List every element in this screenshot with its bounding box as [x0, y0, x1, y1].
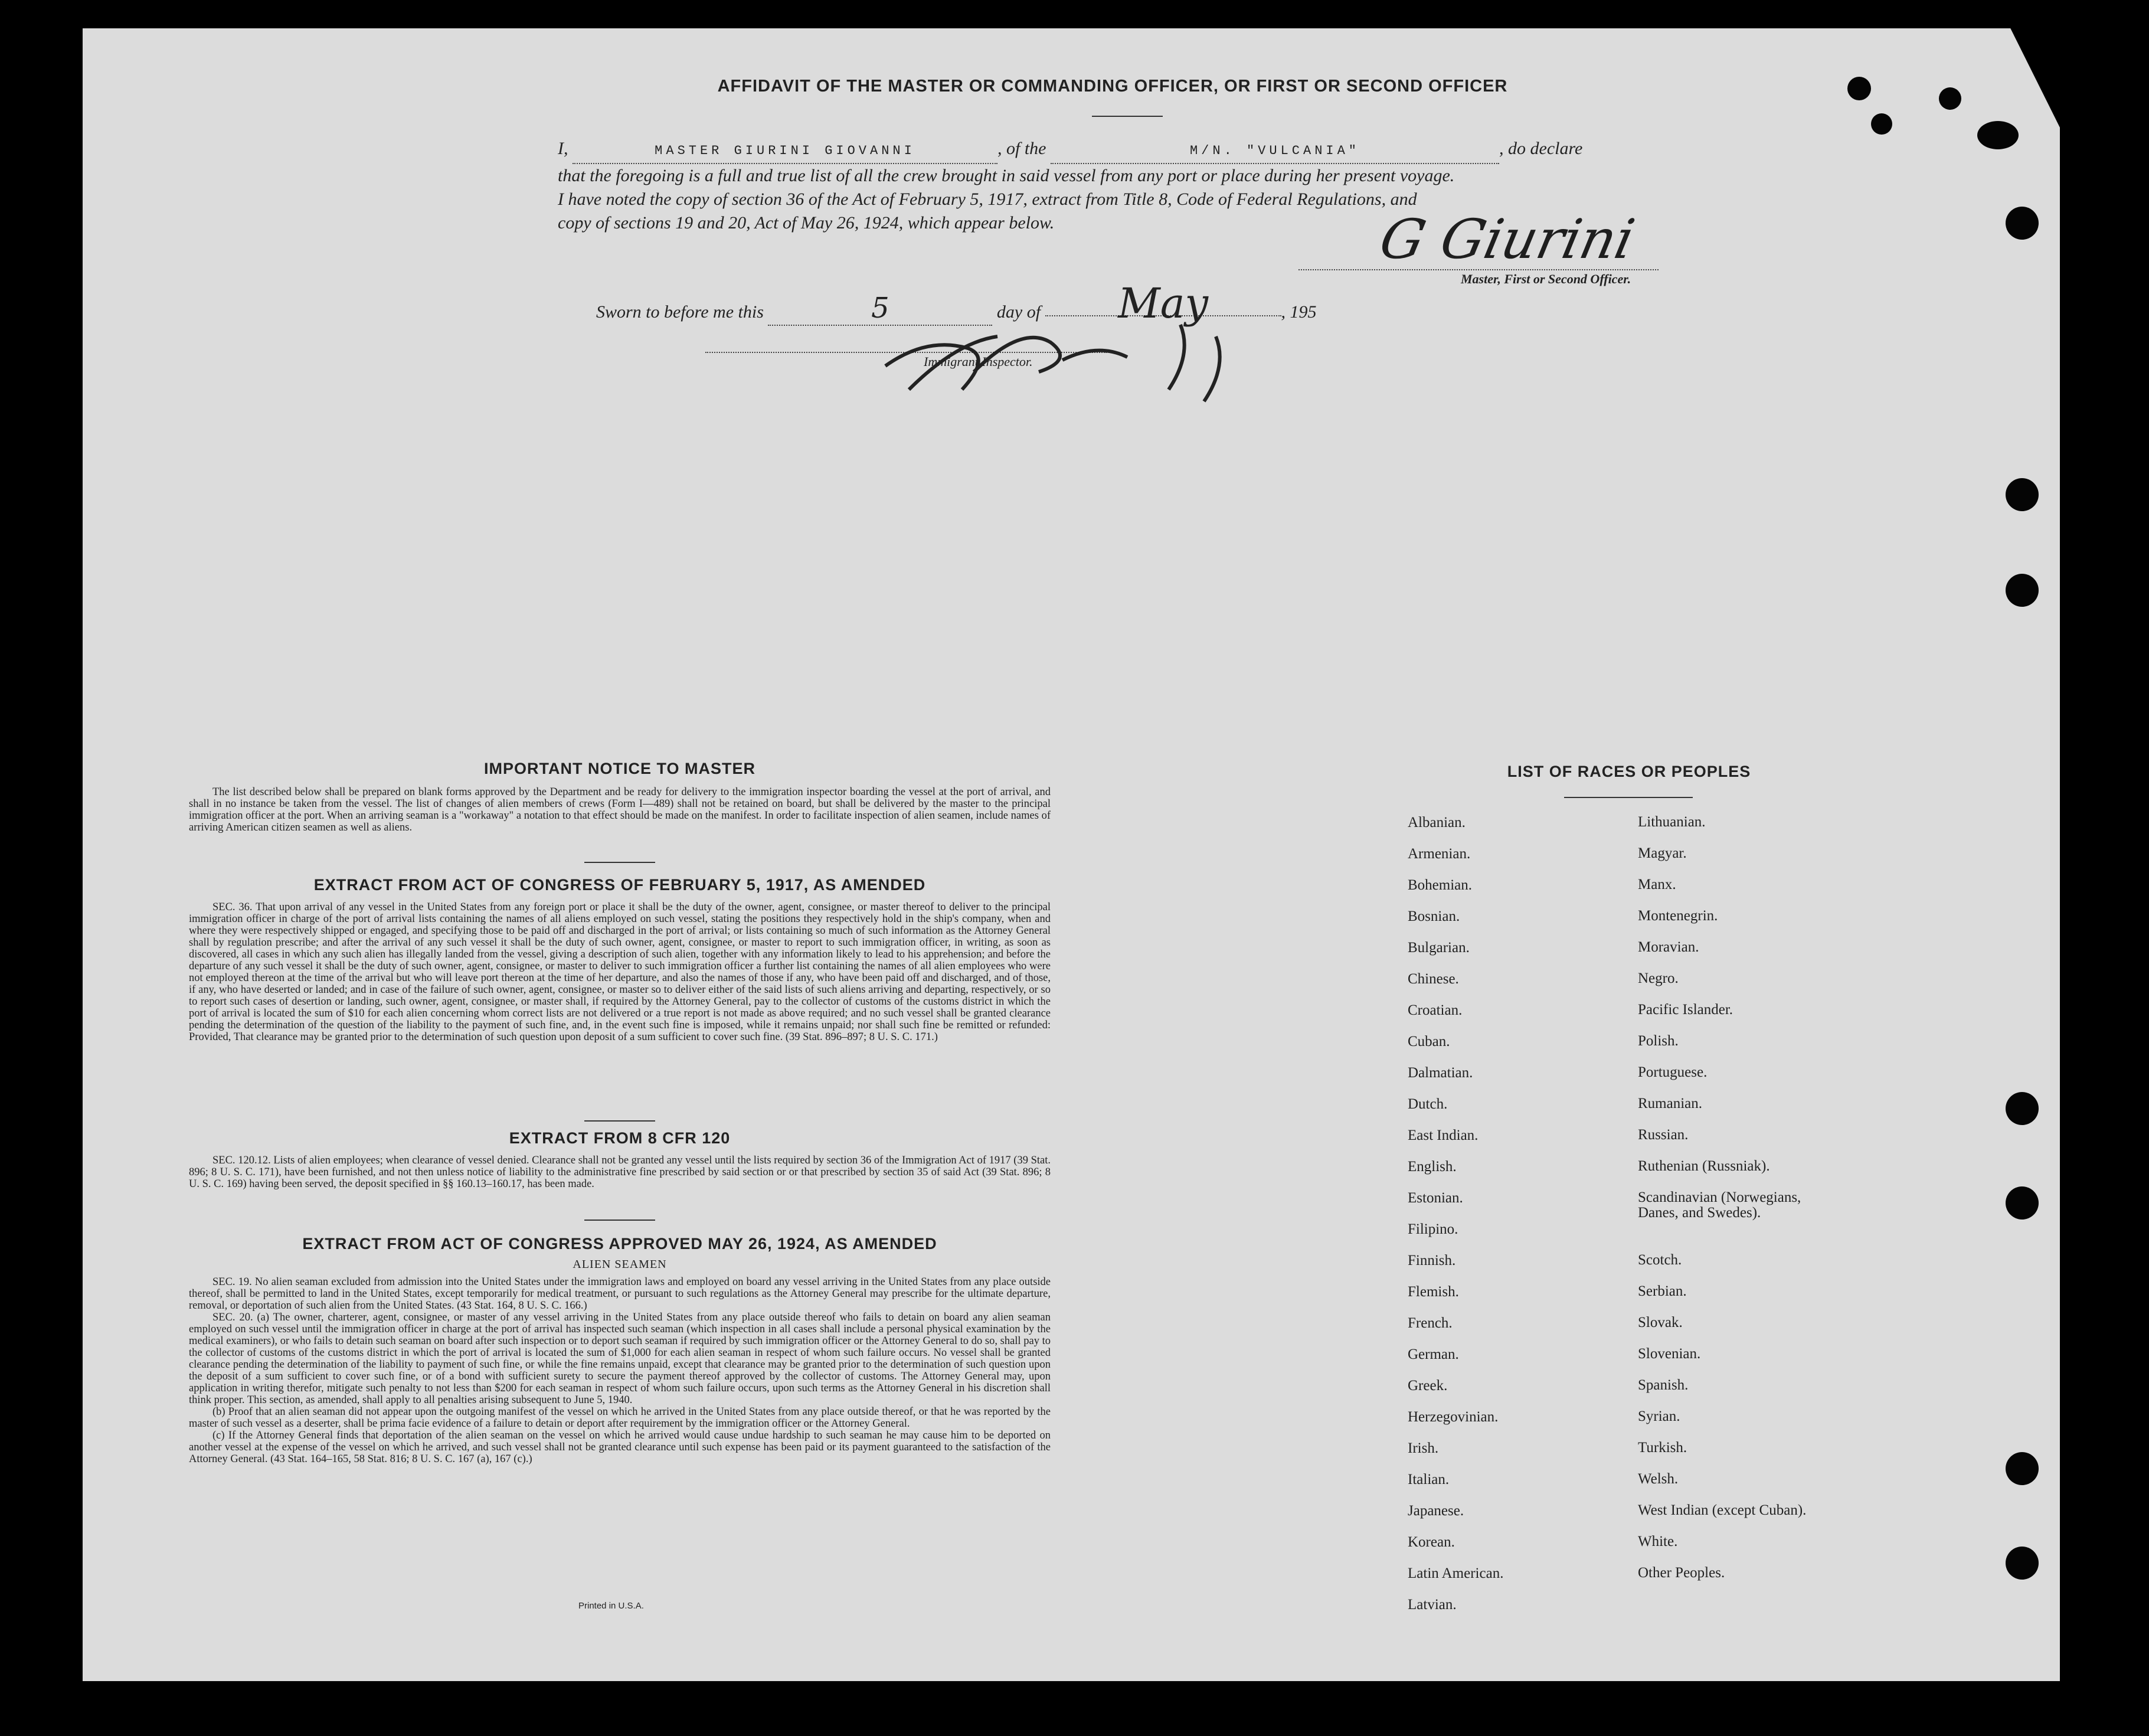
affidavit-heading: AFFIDAVIT OF THE MASTER OR COMMANDING OFFICER, OR FIRST OR SECOND OFFICER: [717, 77, 1508, 96]
race-item: Ruthenian (Russniak).: [1638, 1158, 1770, 1174]
race-item: Croatian.: [1408, 1002, 1463, 1018]
race-item: Korean.: [1408, 1534, 1455, 1550]
notice-section: [189, 760, 1051, 833]
divider: [584, 1120, 655, 1122]
race-item: Armenian.: [1408, 846, 1471, 862]
extract-cfr-body: SEC. 120.12. Lists of alien employees; when clearance of vessel denied. Clearance shall not be granted any vessel until the lists required by section 36 of the Immigration Act of 1917 (39 Stat. 896; 8 U. S. C. 171), have been furnished, and not then unless notice of liability to the administrative fine prescribed by said section or or that prescribed by section 35 of said Act (39 Stat. 896; 8 U. S. C. 169) having been served, the deposit specified in §§ 160.13–160.17, has been made.: [189, 1155, 1051, 1190]
extract-1917-body: SEC. 36. That upon arrival of any vessel in the United States from any foreign port or place it shall be the duty of the owner, agent, consignee, or master thereof to deliver to the principal immigration officer in charge of the port of arrival lists containing the names of all aliens employed on such vessel, stating the positions they respectively hold in the ship's company, when and where they were respectively shipped or engaged, and specifying those to be paid off and discharged in the port of arrival; or lists containing so much of such information as the Attorney General shall by regulation prescribe; and after the arrival of any such vessel it shall be the duty of such owner, agent, consignee, or master to report to such immigration officer, in writing, as soon as discovered, all cases in which any such alien has illegally landed from the vessel, giving a description of such alien, together with any information likely to lead to his apprehension; and before the departure of any such vessel it shall be the duty of such owner, agent, consignee, or master to deliver to such immigration officer a further list containing the names of all alien employees who were not employed thereon at the time of the arrival but who will leave port thereon at the time of her departure, and also the names of those if any, who have been paid off and discharged, and of those, if any, who have deserted or landed; and in case of the failure of such owner, agent, consignee, or master so to deliver either of the said lists of such aliens arriving and departing, respectively, or so to report such cases of desertion or landing, such owner, agent, consignee, or master shall, if required by the Attorney General, pay to the collector of customs of the customs district in which the port of arrival is located the sum of $10 for each alien concerning whom correct lists are not delivered or a true report is not made as above required; and no such vessel shall be granted clearance pending the determination of the question of the liability to the payment of such fine, and, in the event such fine is imposed, while it remains unpaid; nor shall such fine be remitted or refunded: Provided, That clearance may be granted prior to the determination of such question upon deposit of a sum sufficient to cover such fine. (39 Stat. 896–897; 8 U. S. C. 171.): [189, 901, 1051, 1043]
sec-20a-paragraph: SEC. 20. (a) The owner, charterer, agent, consignee, or master of any vessel arriving in the United States from any place outside thereof who fails to detain on board any alien seaman employed on such vessel until the immigration officer in charge at the port of arrival has inspected such seaman (which inspection in all cases shall include a personal physical examination by the medical examiners), or who fails to detain such seaman on board after such inspection or to deport such seaman if required by such immigration officer or the Attorney General to do so, shall pay to the collector of customs of the customs district in which the port of arrival is located the sum of $1,000 for each alien seaman in respect of whom such failure occurs. No vessel shall be granted clearance pending the determination of the liability to payment of such fine, or while the fine remains unpaid, except that clearance may be granted prior to the determination of such question upon the deposit of a sum sufficient to cover such fine, or of a bond with sufficient surety to secure the payment thereof approved by the collector of customs. The Attorney General may, upon application in writing therefor, mitigate such penalty to not less than $200 for each seaman in respect of whom such failure occurs, upon such terms as the Attorney General in his discretion shall think proper. This section, as amended, shall apply to all penalties arising subsequent to June 5, 1940.: [189, 1312, 1051, 1406]
divider: [584, 862, 655, 863]
race-item: Portuguese.: [1638, 1064, 1708, 1080]
master-caption: Master, First or Second Officer.: [1461, 272, 1631, 286]
race-item: Finnish.: [1408, 1253, 1456, 1269]
race-item: Manx.: [1638, 877, 1676, 892]
sec-20b-paragraph: (b) Proof that an alien seaman did not appear upon the outgoing manifest of the vessel on which he arrived in the United States from any place outside thereof, or that he was reported by the master of such vessel as a deserter, shall be prima facie evidence of a failure to detain or deport after requirement by the immigration officer or the Attorney General.: [189, 1406, 1051, 1430]
race-item: Estonian.: [1408, 1190, 1463, 1206]
master-name-field: MASTER GIURINI GIOVANNI: [573, 139, 997, 164]
race-item: Dutch.: [1408, 1096, 1448, 1112]
race-item: Polish.: [1638, 1033, 1679, 1049]
race-item: Rumanian.: [1638, 1096, 1703, 1111]
race-item: White.: [1638, 1534, 1678, 1549]
race-item: Herzegovinian.: [1408, 1409, 1499, 1425]
race-item: Italian.: [1408, 1472, 1450, 1487]
declaration-line-2: that the foregoing is a full and true list of all the crew brought in said vessel from any port or place during her present voyage.: [558, 166, 1455, 185]
punch-hole: [2006, 1452, 2039, 1485]
inspector-caption: Immigrant Inspector.: [924, 354, 1033, 369]
race-item: Flemish.: [1408, 1284, 1459, 1300]
declaration-i: I,: [558, 139, 568, 158]
day-of-label: day of: [996, 302, 1041, 322]
race-item: Montenegrin.: [1638, 908, 1718, 924]
race-item: Pacific Islander.: [1638, 1002, 1733, 1018]
extract-1917-heading: EXTRACT FROM ACT OF CONGRESS OF FEBRUARY 5, 1917, AS AMENDED: [313, 876, 926, 894]
punch-hole: [1847, 77, 1871, 100]
month-field: May: [1045, 292, 1281, 316]
race-item: Latin American.: [1408, 1565, 1504, 1581]
punch-hole: [2006, 1547, 2039, 1580]
race-item: Slovenian.: [1638, 1346, 1701, 1362]
race-item: Bohemian.: [1408, 877, 1473, 893]
declaration-of-the: , of the: [997, 139, 1046, 158]
punch-hole: [2006, 574, 2039, 607]
race-item: Chinese.: [1408, 971, 1459, 987]
divider: [1564, 797, 1693, 798]
race-item: Bulgarian.: [1408, 940, 1470, 956]
divider: [1092, 116, 1163, 117]
printed-in-usa: Printed in U.S.A.: [578, 1601, 644, 1611]
race-item: Scandinavian (Norwegians, Danes, and Swedes).: [1638, 1189, 1801, 1221]
extract-cfr-section: [189, 1129, 1051, 1190]
race-item: East Indian.: [1408, 1127, 1479, 1143]
races-heading: LIST OF RACES OR PEOPLES: [1507, 763, 1751, 780]
race-item: Welsh.: [1638, 1471, 1679, 1487]
extract-1917-section: [189, 876, 1051, 1043]
race-item: Negro.: [1638, 970, 1679, 986]
sworn-label: Sworn to before me this: [596, 302, 764, 322]
day-field: 5: [768, 292, 992, 326]
race-item: French.: [1408, 1315, 1453, 1331]
race-item: Irish.: [1408, 1440, 1439, 1456]
divider: [584, 1220, 655, 1221]
race-item: Latvian.: [1408, 1597, 1457, 1613]
race-item: Serbian.: [1638, 1283, 1687, 1299]
race-item: Dalmatian.: [1408, 1065, 1473, 1081]
punch-hole: [1871, 113, 1892, 135]
punch-hole: [2006, 207, 2039, 240]
race-item: Lithuanian.: [1638, 814, 1706, 830]
sec-20c-paragraph: (c) If the Attorney General finds that deportation of the alien seaman on the vessel on which he arrived would cause undue hardship to such seaman he may cause him to be deported on another vessel at the expense of the vessel on which he arrived, and such vessel shall not be granted clearance until such expense has been paid or its payment guaranteed to the satisfaction of the Attorney General. (43 Stat. 164–165, 58 Stat. 816; 8 U. S. C. 167 (a), 167 (c).): [189, 1430, 1051, 1465]
extract-1924-section: [189, 1235, 1051, 1465]
declaration-line-4: copy of sections 19 and 20, Act of May 26, 1924, which appear below.: [558, 213, 1055, 233]
race-item: Moravian.: [1638, 939, 1699, 955]
notice-heading: IMPORTANT NOTICE TO MASTER: [484, 760, 755, 777]
race-item: West Indian (except Cuban).: [1638, 1502, 1807, 1518]
race-item: Scotch.: [1638, 1252, 1682, 1268]
race-item: Russian.: [1638, 1127, 1689, 1143]
race-item: German.: [1408, 1346, 1459, 1362]
punch-hole: [1977, 121, 2019, 149]
race-item: Albanian.: [1408, 815, 1466, 831]
punch-hole: [1939, 87, 1961, 110]
alien-seamen-subheading: ALIEN SEAMEN: [573, 1258, 667, 1271]
punch-hole: [2006, 1092, 2039, 1125]
race-item: Bosnian.: [1408, 908, 1460, 924]
race-item: Filipino.: [1408, 1221, 1458, 1237]
notice-body: The list described below shall be prepared on blank forms approved by the Department and be ready for delivery to the immigration inspector boarding the vessel at the port of arrival, and shall in no instance be taken from the vessel. The list of changes of alien members of crews (Form I—489) shall not be retained on board, but shall be delivered by the master to the principal immigration officer at the port. When an arriving seaman is a "workaway" a notation to that effect should be made on the manifest. In order to facilitate inspection of alien seamen, include names of arriving American citizen seamen as well as aliens.: [189, 786, 1051, 833]
race-item: English.: [1408, 1159, 1457, 1175]
declaration-declare: , do declare: [1499, 139, 1583, 158]
year-field: , 195: [1281, 302, 1317, 322]
vessel-name-field: M/N. "VULCANIA": [1051, 139, 1499, 164]
race-item: Magyar.: [1638, 845, 1687, 861]
race-item: Turkish.: [1638, 1440, 1687, 1456]
extract-cfr-heading: EXTRACT FROM 8 CFR 120: [509, 1129, 731, 1147]
sec-19-paragraph: SEC. 19. No alien seaman excluded from admission into the United States under the immigration laws and employed on board any vessel arriving in the United States from any place outside thereof, shall be permitted to land in the United States, except temporarily for medical treatment, or pursuant to such regulations as the Attorney General may prescribe for the ultimate departure, removal, or deportation of such alien from the United States. (43 Stat. 164, 8 U. S. C. 166.): [189, 1276, 1051, 1312]
race-item: Syrian.: [1638, 1408, 1680, 1424]
race-item: Cuban.: [1408, 1034, 1450, 1050]
declaration-line-3: I have noted the copy of section 36 of the Act of February 5, 1917, extract from Title 8, Code of Federal Regulations, and: [558, 189, 1417, 209]
race-item: Japanese.: [1408, 1503, 1464, 1519]
race-item: Spanish.: [1638, 1377, 1689, 1393]
race-item: Greek.: [1408, 1378, 1448, 1394]
punch-hole: [2006, 478, 2039, 511]
extract-1924-heading: EXTRACT FROM ACT OF CONGRESS APPROVED MAY 26, 1924, AS AMENDED: [302, 1235, 937, 1253]
race-item: Slovak.: [1638, 1315, 1683, 1330]
master-signature: G Giurini: [1374, 208, 1640, 271]
race-item: Other Peoples.: [1638, 1565, 1725, 1581]
punch-hole: [2006, 1186, 2039, 1220]
